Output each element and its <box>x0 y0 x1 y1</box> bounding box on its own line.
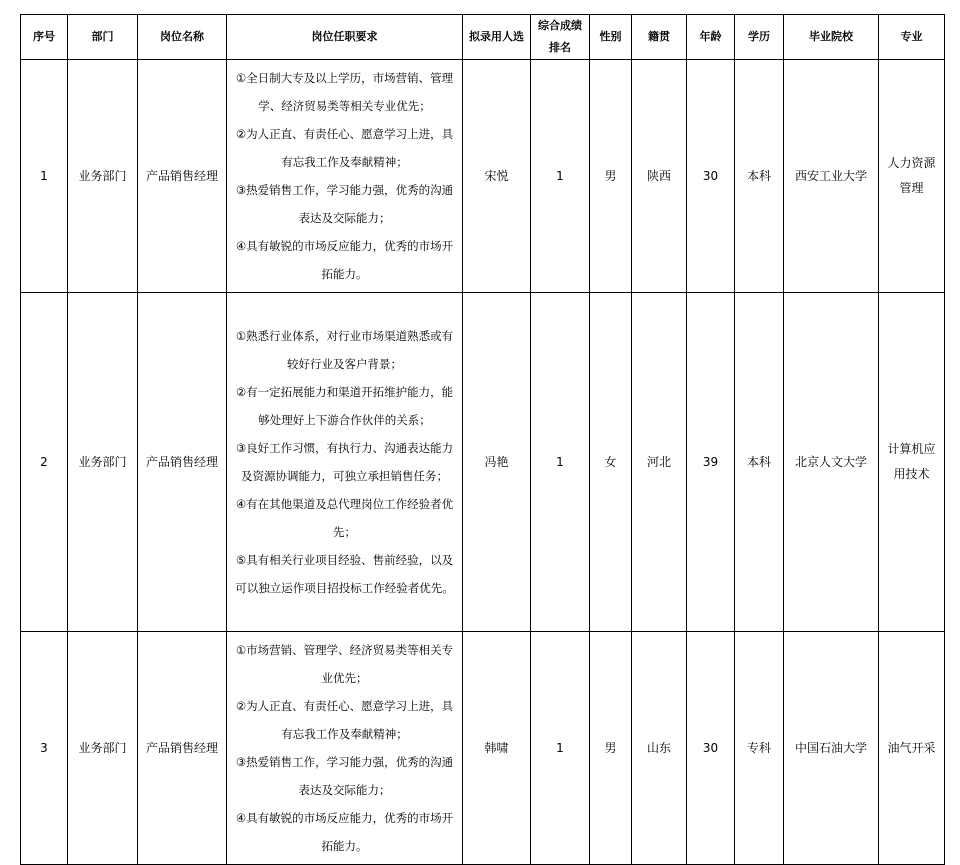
header-row <box>21 15 945 60</box>
requirement-item: ①市场营销、管理学、经济贸易类等相关专业优先； <box>235 643 454 685</box>
cell-age: 39 <box>687 293 735 632</box>
table-row <box>21 293 945 632</box>
header-rank: 综合成绩排名 <box>531 15 590 60</box>
requirement-item: ④具有敏锐的市场反应能力，优秀的市场开拓能力。 <box>235 239 454 281</box>
table-row <box>21 60 945 293</box>
cell-education: 本科 <box>735 60 784 293</box>
cell-no: 2 <box>21 293 68 632</box>
header-age: 年龄 <box>687 15 735 60</box>
cell-rank: 1 <box>531 632 590 865</box>
requirement-item: ④具有敏锐的市场反应能力，优秀的市场开拓能力。 <box>235 811 454 853</box>
cell-major: 人力资源管理 <box>879 60 945 293</box>
cell-school: 北京人文大学 <box>784 293 879 632</box>
cell-requirements <box>227 60 463 293</box>
cell-position: 产品销售经理 <box>138 293 227 632</box>
header-gender: 性别 <box>590 15 632 60</box>
cell-dept: 业务部门 <box>68 632 138 865</box>
cell-no: 1 <box>21 60 68 293</box>
requirement-item: ①熟悉行业体系，对行业市场渠道熟悉或有较好行业及客户背景； <box>235 329 454 371</box>
cell-gender: 男 <box>590 632 632 865</box>
requirement-item: ③良好工作习惯，有执行力、沟通表达能力及资源协调能力，可独立承担销售任务； <box>235 441 454 483</box>
cell-school: 西安工业大学 <box>784 60 879 293</box>
cell-origin: 陕西 <box>632 60 687 293</box>
requirement-item: ②为人正直、有责任心、愿意学习上进，具有忘我工作及奉献精神； <box>235 127 454 169</box>
cell-gender: 女 <box>590 293 632 632</box>
header-dept: 部门 <box>68 15 138 60</box>
header-candidate: 拟录用人选 <box>463 15 531 60</box>
header-major: 专业 <box>879 15 945 60</box>
header-requirements: 岗位任职要求 <box>227 15 463 60</box>
recruitment-table <box>20 14 945 865</box>
cell-education: 本科 <box>735 293 784 632</box>
cell-rank: 1 <box>531 293 590 632</box>
cell-dept: 业务部门 <box>68 293 138 632</box>
cell-education: 专科 <box>735 632 784 865</box>
cell-requirements <box>227 632 463 865</box>
requirement-item: ③热爱销售工作，学习能力强，优秀的沟通表达及交际能力； <box>235 755 454 797</box>
cell-no: 3 <box>21 632 68 865</box>
cell-candidate: 韩啸 <box>463 632 531 865</box>
requirement-item: ②为人正直、有责任心、愿意学习上进，具有忘我工作及奉献精神； <box>235 699 454 741</box>
cell-rank: 1 <box>531 60 590 293</box>
cell-position: 产品销售经理 <box>138 632 227 865</box>
cell-age: 30 <box>687 60 735 293</box>
cell-school: 中国石油大学 <box>784 632 879 865</box>
requirement-item: ③热爱销售工作，学习能力强，优秀的沟通表达及交际能力； <box>235 183 454 225</box>
cell-candidate: 宋悦 <box>463 60 531 293</box>
requirement-item: ④有在其他渠道及总代理岗位工作经验者优先； <box>235 497 454 539</box>
table-row <box>21 632 945 865</box>
cell-gender: 男 <box>590 60 632 293</box>
cell-major: 油气开采 <box>879 632 945 865</box>
cell-position: 产品销售经理 <box>138 60 227 293</box>
requirement-item: ②有一定拓展能力和渠道开拓维护能力，能够处理好上下游合作伙伴的关系； <box>235 385 454 427</box>
cell-major: 计算机应用技术 <box>879 293 945 632</box>
requirement-item: ⑤具有相关行业项目经验、售前经验，以及可以独立运作项目招投标工作经验者优先。 <box>235 553 454 595</box>
header-education: 学历 <box>735 15 784 60</box>
header-no: 序号 <box>21 15 68 60</box>
cell-origin: 河北 <box>632 293 687 632</box>
cell-requirements <box>227 293 463 632</box>
cell-candidate: 冯艳 <box>463 293 531 632</box>
cell-age: 30 <box>687 632 735 865</box>
cell-origin: 山东 <box>632 632 687 865</box>
header-school: 毕业院校 <box>784 15 879 60</box>
cell-dept: 业务部门 <box>68 60 138 293</box>
requirement-item: ①全日制大专及以上学历，市场营销、管理学、经济贸易类等相关专业优先； <box>235 71 454 113</box>
header-position: 岗位名称 <box>138 15 227 60</box>
header-origin: 籍贯 <box>632 15 687 60</box>
